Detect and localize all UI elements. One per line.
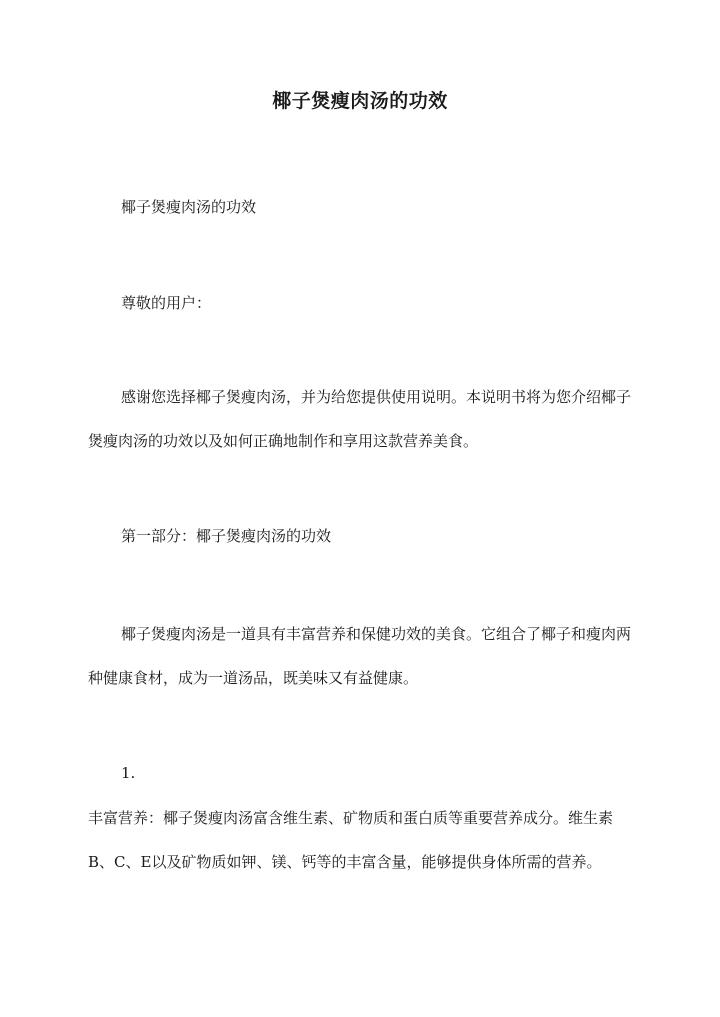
list-item-text: 丰富营养：椰子煲瘦肉汤富含维生素、矿物质和蛋白质等重要营养成分。维生素B、C、E以及矿物质如钾、镁、钙等的丰富含量，能够提供身体所需的营养。 — [88, 809, 614, 871]
greeting-paragraph: 尊敬的用户： — [121, 294, 212, 312]
section-paragraph: 椰子煲瘦肉汤是一道具有丰富营养和保健功效的美食。它组合了椰子和瘦肉两种健康食材，成为一道汤品，既美味又有益健康。 — [88, 625, 632, 687]
subtitle-paragraph: 椰子煲瘦肉汤的功效 — [121, 198, 257, 216]
intro-paragraph: 感谢您选择椰子煲瘦肉汤，并为给您提供使用说明。本说明书将为您介绍椰子煲瘦肉汤的功效以及如何正确地制作和享用这款营养美食。 — [88, 388, 632, 450]
section-heading: 第一部分：椰子煲瘦肉汤的功效 — [121, 527, 332, 545]
document-title: 椰子煲瘦肉汤的功效 — [272, 90, 448, 112]
list-number: 1. — [121, 764, 136, 782]
